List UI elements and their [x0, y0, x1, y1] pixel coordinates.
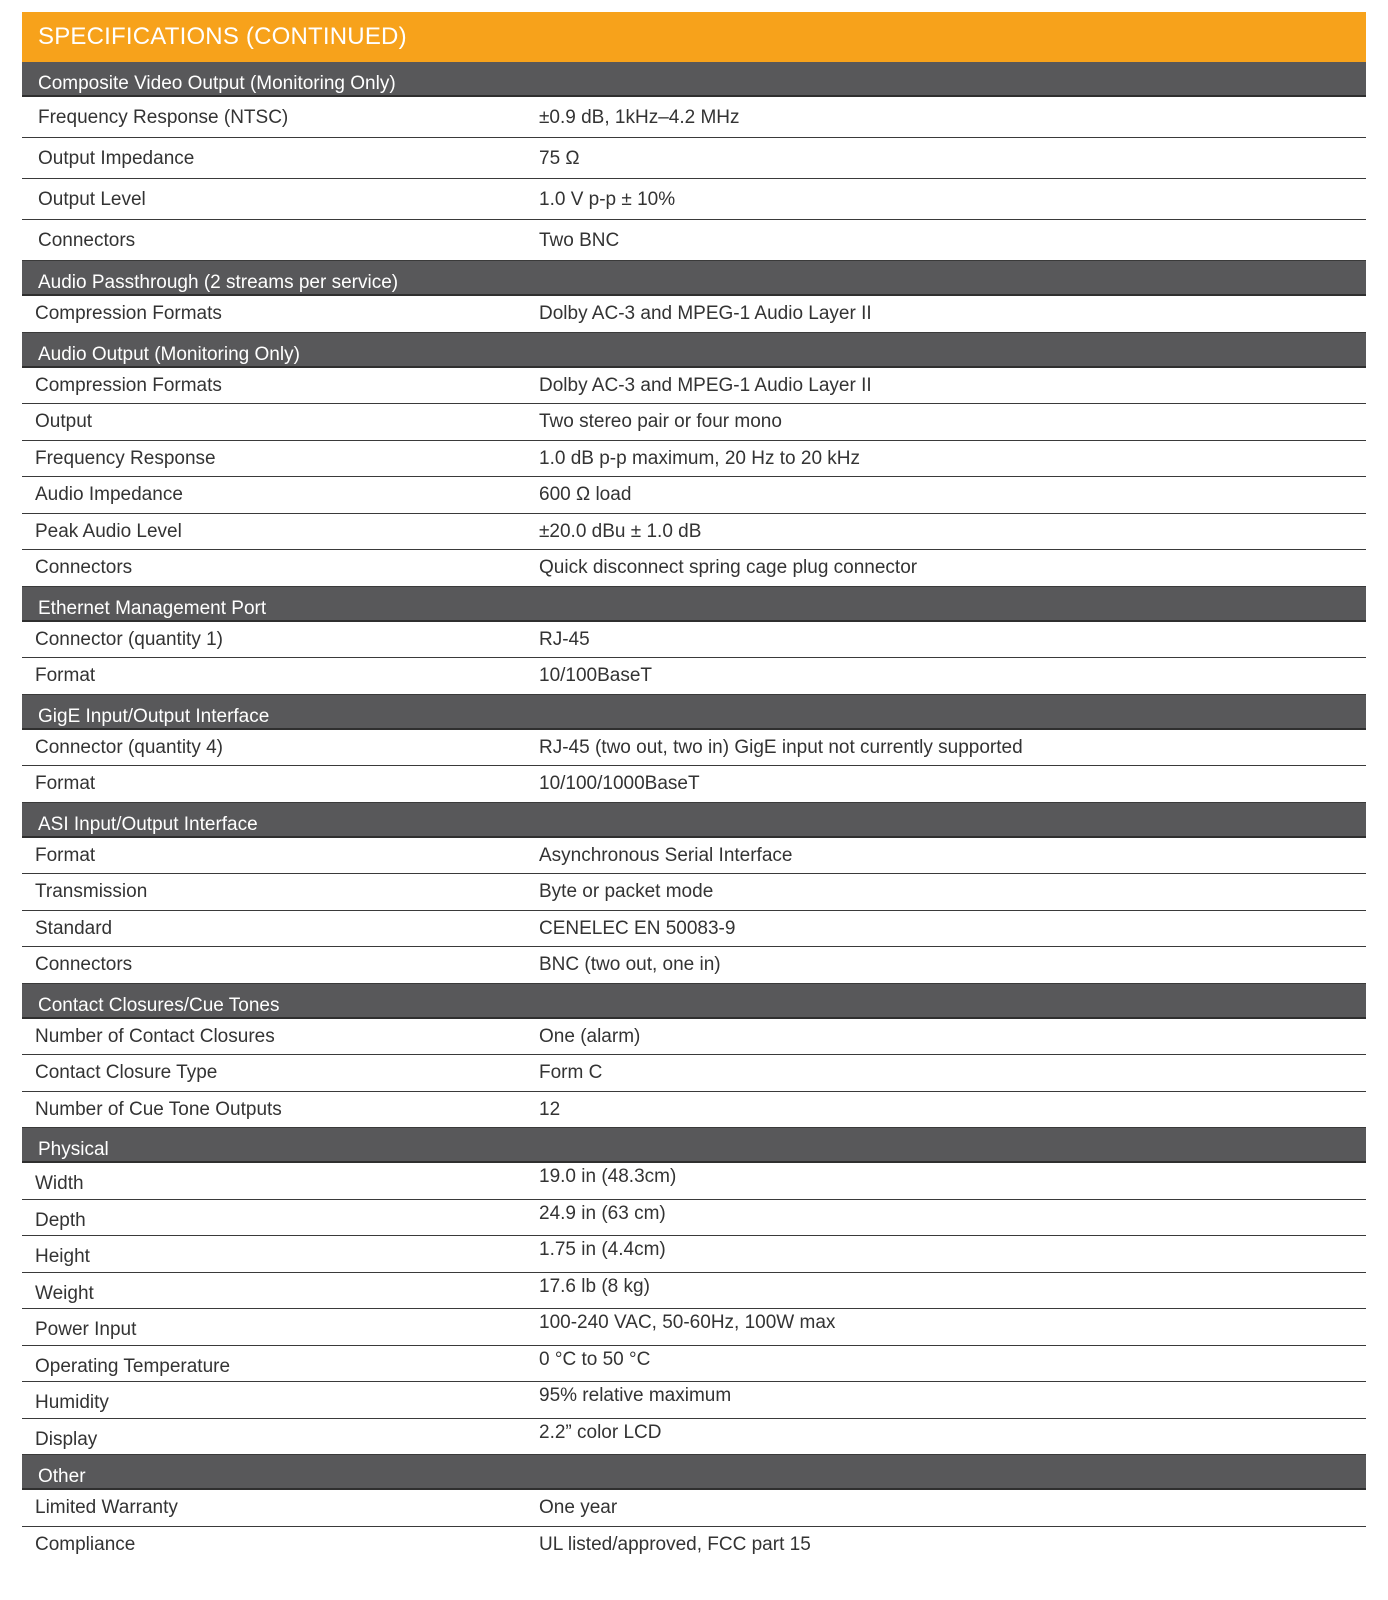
- spec-row: [22, 730, 1366, 767]
- spec-section: [22, 261, 1366, 333]
- section-heading: Contact Closures/Cue Tones: [22, 984, 1366, 1019]
- spec-row: [22, 947, 1366, 984]
- spec-row: [22, 138, 1366, 179]
- spec-row: [22, 441, 1366, 478]
- spec-row: [22, 1200, 1366, 1237]
- section-heading: Audio Output (Monitoring Only): [22, 333, 1366, 368]
- spec-label: Output: [35, 411, 93, 432]
- spec-row: [22, 1055, 1366, 1092]
- spec-value: UL listed/approved, FCC part 15: [539, 1533, 811, 1555]
- spec-value: Two stereo pair or four mono: [539, 411, 782, 432]
- spec-value: RJ-45: [539, 628, 590, 650]
- spec-value: Dolby AC-3 and MPEG-1 Audio Layer II: [539, 374, 872, 396]
- spec-value: 12: [539, 1098, 561, 1120]
- spec-row: [22, 368, 1366, 405]
- spec-row: [22, 911, 1366, 948]
- section-heading: Ethernet Management Port: [22, 587, 1366, 622]
- spec-value: 75 Ω: [539, 148, 580, 169]
- spec-label: Connectors: [35, 954, 133, 975]
- spec-row: [22, 97, 1366, 138]
- spec-value: 1.0 dB p-p maximum, 20 Hz to 20 kHz: [539, 447, 861, 469]
- spec-section: [22, 333, 1366, 587]
- spec-row: [22, 1236, 1366, 1273]
- spec-row: [22, 1382, 1366, 1419]
- spec-value: 10/100BaseT: [539, 665, 653, 686]
- spec-value: 19.0 in (48.3cm): [539, 1166, 677, 1187]
- spec-label: Compression Formats: [35, 374, 222, 396]
- spec-row: [22, 1092, 1366, 1129]
- spec-section: [22, 587, 1366, 695]
- spec-label: Depth: [35, 1209, 86, 1231]
- spec-row: [22, 874, 1366, 911]
- spec-row: [22, 1346, 1366, 1383]
- spec-label: Output Impedance: [38, 148, 195, 169]
- spec-value: 2.2” color LCD: [539, 1421, 662, 1443]
- spec-value: 1.75 in (4.4cm): [539, 1239, 666, 1260]
- spec-row: [22, 1019, 1366, 1056]
- spec-label: Format: [35, 665, 96, 686]
- spec-label: Connector (quantity 4): [35, 736, 223, 758]
- spec-value: 95% relative maximum: [539, 1385, 732, 1406]
- spec-value: 10/100/1000BaseT: [539, 773, 700, 794]
- spec-value: 1.0 V p-p ± 10%: [539, 189, 676, 210]
- spec-value: Two BNC: [539, 230, 620, 251]
- spec-row: [22, 766, 1366, 803]
- spec-value: 100-240 VAC, 50-60Hz, 100W max: [539, 1312, 836, 1333]
- spec-label: Standard: [35, 917, 113, 939]
- page-title: SPECIFICATIONS (CONTINUED): [22, 12, 1366, 62]
- spec-label: Connectors: [38, 230, 136, 251]
- spec-section: [22, 695, 1366, 803]
- spec-row: [22, 1309, 1366, 1346]
- spec-label: Number of Cue Tone Outputs: [35, 1098, 282, 1120]
- section-heading: GigE Input/Output Interface: [22, 695, 1366, 730]
- spec-label: Weight: [35, 1282, 94, 1304]
- spec-section: [22, 803, 1366, 984]
- spec-row: [22, 220, 1366, 261]
- spec-value: One year: [539, 1497, 618, 1518]
- spec-row: [22, 838, 1366, 875]
- spec-value: Form C: [539, 1062, 603, 1083]
- spec-value: ±0.9 dB, 1kHz–4.2 MHz: [539, 107, 740, 128]
- spec-row: [22, 296, 1366, 333]
- spec-label: Compression Formats: [35, 303, 222, 324]
- spec-label: Frequency Response (NTSC): [38, 107, 289, 128]
- spec-value: CENELEC EN 50083-9: [539, 917, 736, 939]
- spec-label: Audio Impedance: [35, 484, 183, 505]
- spec-label: Format: [35, 773, 96, 794]
- spec-value: One (alarm): [539, 1025, 641, 1047]
- spec-label: Operating Temperature: [35, 1355, 231, 1377]
- spec-value: 17.6 lb (8 kg): [539, 1275, 650, 1297]
- section-heading: Audio Passthrough (2 streams per service): [22, 261, 1366, 296]
- spec-row: [22, 658, 1366, 695]
- spec-value: RJ-45 (two out, two in) GigE input not currently supported: [539, 736, 1023, 758]
- spec-row: [22, 514, 1366, 551]
- spec-label: Limited Warranty: [35, 1497, 178, 1518]
- section-heading: Other: [22, 1455, 1366, 1490]
- spec-label: Height: [35, 1246, 90, 1267]
- spec-row: [22, 1490, 1366, 1527]
- spec-value: Byte or packet mode: [539, 881, 714, 902]
- spec-row: [22, 477, 1366, 514]
- section-heading: Composite Video Output (Monitoring Only): [22, 62, 1366, 97]
- spec-label: Output Level: [38, 189, 146, 210]
- spec-section: [22, 62, 1366, 261]
- spec-value: Dolby AC-3 and MPEG-1 Audio Layer II: [539, 303, 872, 324]
- spec-section: [22, 1455, 1366, 1563]
- section-heading: Physical: [22, 1128, 1366, 1163]
- spec-label: Transmission: [35, 881, 148, 902]
- spec-row: [22, 179, 1366, 220]
- spec-value: Asynchronous Serial Interface: [539, 844, 793, 866]
- spec-row: [22, 550, 1366, 587]
- spec-row: [22, 1273, 1366, 1310]
- spec-value: BNC (two out, one in): [539, 954, 721, 975]
- spec-label: Humidity: [35, 1392, 109, 1413]
- spec-label: Contact Closure Type: [35, 1062, 218, 1083]
- spec-label: Frequency Response: [35, 447, 216, 469]
- spec-value: 24.9 in (63 cm): [539, 1202, 666, 1224]
- spec-label: Power Input: [35, 1319, 137, 1340]
- spec-row: [22, 1419, 1366, 1456]
- spec-value: 0 °C to 50 °C: [539, 1348, 651, 1370]
- spec-label: Connector (quantity 1): [35, 628, 223, 650]
- spec-label: Compliance: [35, 1533, 136, 1555]
- spec-section: [22, 984, 1366, 1129]
- spec-label: Connectors: [35, 557, 133, 578]
- spec-label: Format: [35, 844, 96, 866]
- spec-row: [22, 1527, 1366, 1564]
- spec-row: [22, 622, 1366, 659]
- spec-value: Quick disconnect spring cage plug connector: [539, 557, 918, 578]
- spec-value: 600 Ω load: [539, 484, 632, 505]
- spec-label: Display: [35, 1428, 98, 1450]
- spec-row: [22, 1163, 1366, 1200]
- spec-label: Number of Contact Closures: [35, 1025, 275, 1047]
- spec-label: Width: [35, 1173, 84, 1194]
- spec-value: ±20.0 dBu ± 1.0 dB: [539, 520, 702, 542]
- spec-section: [22, 1128, 1366, 1455]
- spec-label: Peak Audio Level: [35, 520, 182, 542]
- spec-row: [22, 404, 1366, 441]
- section-heading: ASI Input/Output Interface: [22, 803, 1366, 838]
- spec-sheet: [22, 12, 1366, 1563]
- spec-sections: [22, 62, 1366, 1563]
